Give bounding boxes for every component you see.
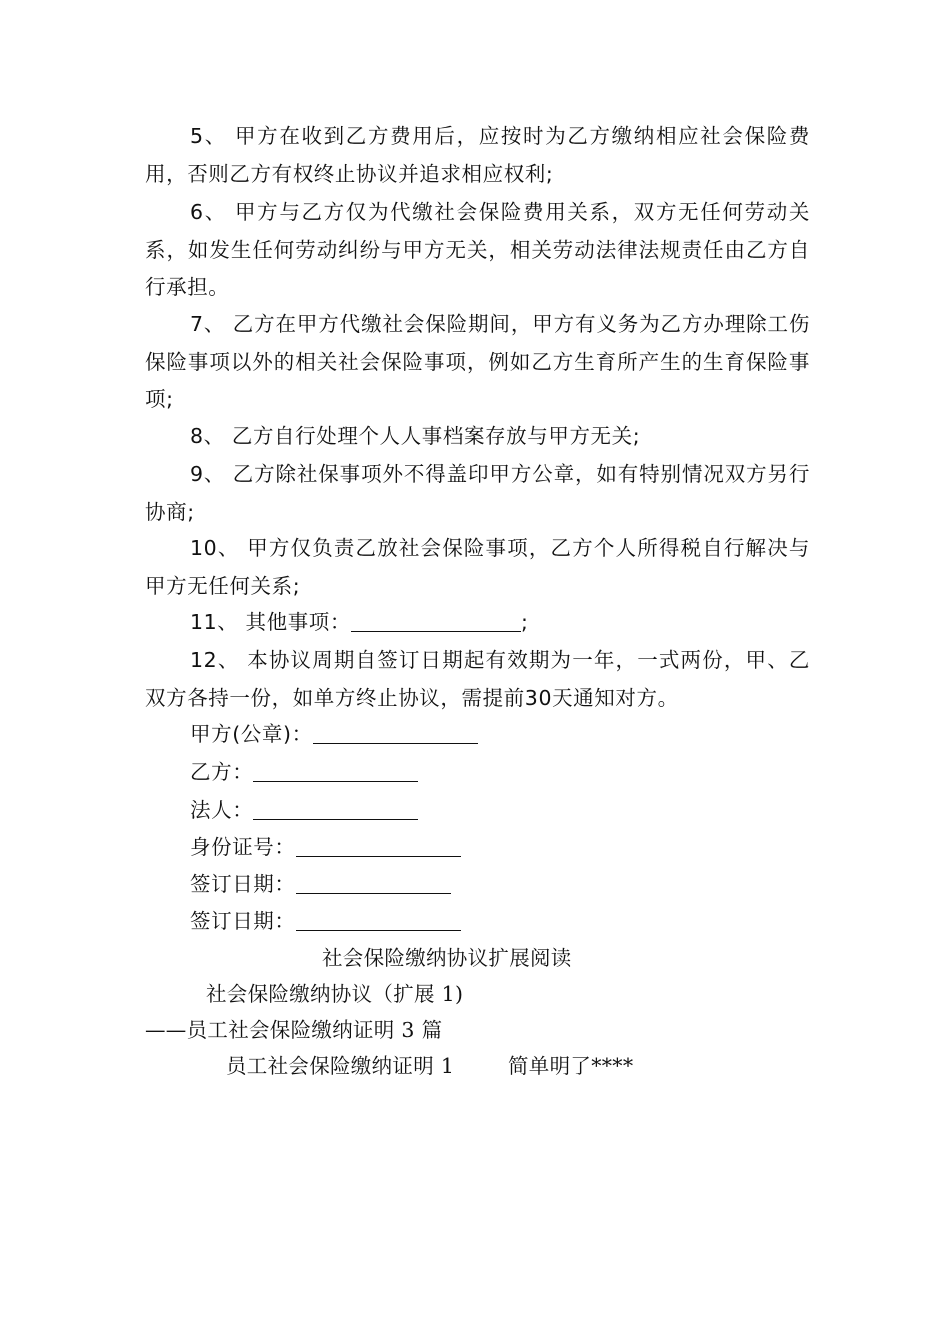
clause-12: 12、 本协议周期自签订日期起有效期为一年，一式两份，甲、乙双方各持一份，如单方终止协议，需提前30天通知对方。 — [145, 648, 810, 710]
signature-party-a-label: 甲方(公章)： — [190, 722, 313, 746]
clause-11 — [190, 604, 529, 642]
signature-party-a-blank — [313, 721, 478, 744]
extended-reading-subheading: 社会保险缴纳协议（扩展 1) — [206, 982, 464, 1006]
signature-party-b-label: 乙方： — [190, 760, 254, 784]
clause-11-label: 11、 其他事项： — [190, 610, 352, 634]
clause-8: 8、 乙方自行处理个人人事档案存放与甲方无关; — [190, 424, 641, 448]
signature-date-2-blank — [296, 908, 461, 931]
clause-5: 5、 甲方在收到乙方费用后，应按时为乙方缴纳相应社会保险费用，否则乙方有权终止协议并追求相应权利; — [145, 124, 810, 186]
signature-id-number — [190, 829, 461, 867]
signature-date-2-label: 签订日期： — [190, 909, 296, 933]
signature-legal-person — [190, 792, 418, 830]
signature-party-a — [190, 716, 478, 754]
signature-id-number-blank — [296, 834, 461, 857]
signature-id-number-label: 身份证号： — [190, 835, 296, 859]
signature-date-1 — [190, 866, 451, 904]
clause-11-suffix: ; — [521, 610, 529, 634]
clause-7: 7、 乙方在甲方代缴社会保险期间，甲方有义务为乙方办理除工伤保险事项以外的相关社会保险事项，例如乙方生育所产生的生育保险事项; — [145, 312, 810, 411]
signature-date-1-blank — [296, 871, 451, 894]
clause-11-blank — [351, 609, 521, 632]
signature-party-b — [190, 754, 418, 792]
signature-party-b-blank — [253, 759, 418, 782]
clause-9: 9、 乙方除社保事项外不得盖印甲方公章，如有特别情况双方另行协商; — [145, 462, 810, 524]
clause-10: 10、 甲方仅负责乙放社会保险事项，乙方个人所得税自行解决与甲方无任何关系; — [145, 536, 810, 598]
signature-date-2 — [190, 903, 461, 941]
signature-date-1-label: 签订日期： — [190, 872, 296, 896]
item-note: 简单明了**** — [508, 1054, 634, 1078]
item-title: 员工社会保险缴纳证明 1 — [226, 1054, 455, 1078]
extended-reading-heading: 社会保险缴纳协议扩展阅读 — [322, 946, 572, 970]
clause-6: 6、 甲方与乙方仅为代缴社会保险费用关系，双方无任何劳动关系，如发生任何劳动纠纷与甲方无关，相关劳动法律法规责任由乙方自行承担。 — [145, 200, 810, 299]
series-title: ——员工社会保险缴纳证明 3 篇 — [145, 1018, 443, 1042]
signature-legal-person-blank — [253, 797, 418, 820]
signature-legal-person-label: 法人： — [190, 798, 254, 822]
